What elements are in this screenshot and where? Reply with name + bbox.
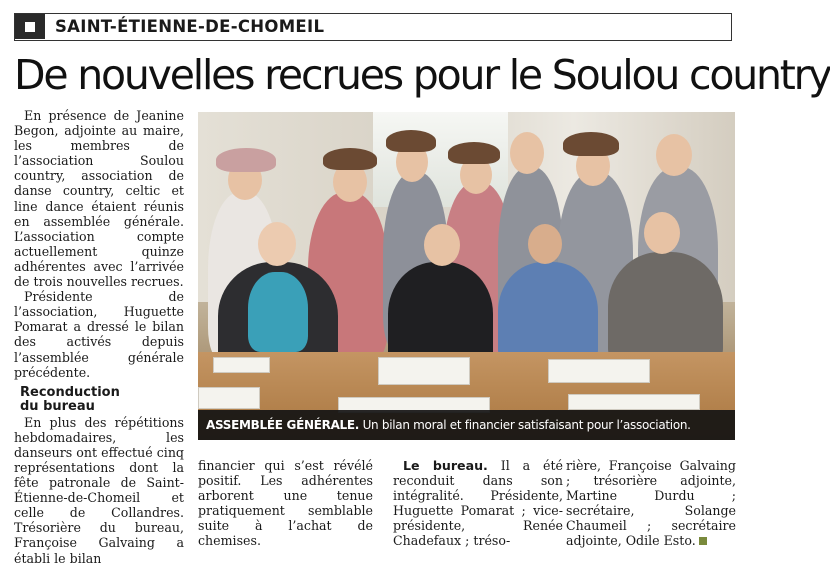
paragraph-intro: En présence de Jeanine Begon, adjointe au maire, les membres de l’association Soulou country, association de danse country, celtic et line dance étaient réunis en assemblée générale. L’association compte actuellement quinze adhérentes avec l’arrivée de trois nouvelles recrues. [14,108,184,290]
person-head [424,224,460,266]
paragraph-members [566,458,736,549]
paragraph-activities: En plus des répétitions hebdomadaires, les danseurs ont effectué cinq représentations dont la fête patronale de Saint-Étienne-de-Chomeil et celle de Collandres. Trésorière du bureau, Françoise Galvaing a établi le bilan [14,414,184,566]
article-headline: De nouvelles recrues pour le Soulou country [14,51,830,99]
person-head [528,224,562,264]
subheading-line-2: du bureau [20,399,95,415]
person-figure [248,272,308,352]
section-rubric [14,13,732,41]
hat-icon [216,148,276,172]
person-head [510,132,544,174]
photo-paper [548,359,650,383]
rubric-square-icon [15,14,45,39]
caption-text: Un bilan moral et financier satisfaisant pour l’association. [359,418,691,432]
text-column-3 [393,458,563,549]
hat-icon [563,132,619,156]
hat-icon [386,130,436,152]
members-text: rière, Françoise Galvaing ; trésorière adjointe, Martine Durdu ; secrétaire, Solange Chaumeil ; secrétaire adjointe, Odile Esto. [566,458,736,549]
end-mark-icon [699,537,707,545]
person-head [656,134,692,176]
subheading [20,386,184,415]
paragraph-president: Présidente de l’association, Huguette Pomarat a dressé le bilan des activés depuis l’assemblée générale précédente. [14,289,184,380]
subheading-line-1: Reconduction [20,384,120,400]
group-photo [198,112,735,440]
caption-lead: ASSEMBLÉE GÉNÉRALE. [206,418,360,432]
rubric-label: SAINT-ÉTIENNE-DE-CHOMEIL [55,17,325,36]
photo-paper [213,357,270,373]
bureau-lead: Le bureau. [403,458,488,473]
paragraph-bureau [393,458,563,549]
person-head [258,222,296,266]
photo-caption [198,410,735,440]
hat-icon [323,148,377,170]
text-column-1 [14,108,184,566]
person-head [644,212,680,254]
bureau-text: Il a été reconduit dans son intégralité. Présidente, Huguette Pomarat ; vice-présidente, Renée Chadefaux ; tréso- [393,458,563,549]
photo-paper [198,387,260,409]
text-column-4 [566,458,736,549]
photo-paper [378,357,470,385]
text-column-2 [198,458,373,549]
photo-paper [568,394,700,410]
paragraph-balance: financier qui s’est révélé positif. Les adhérentes arborent une tenue pratiquement semblable suite à l’achat de chemises. [198,458,373,549]
hat-icon [448,142,500,164]
